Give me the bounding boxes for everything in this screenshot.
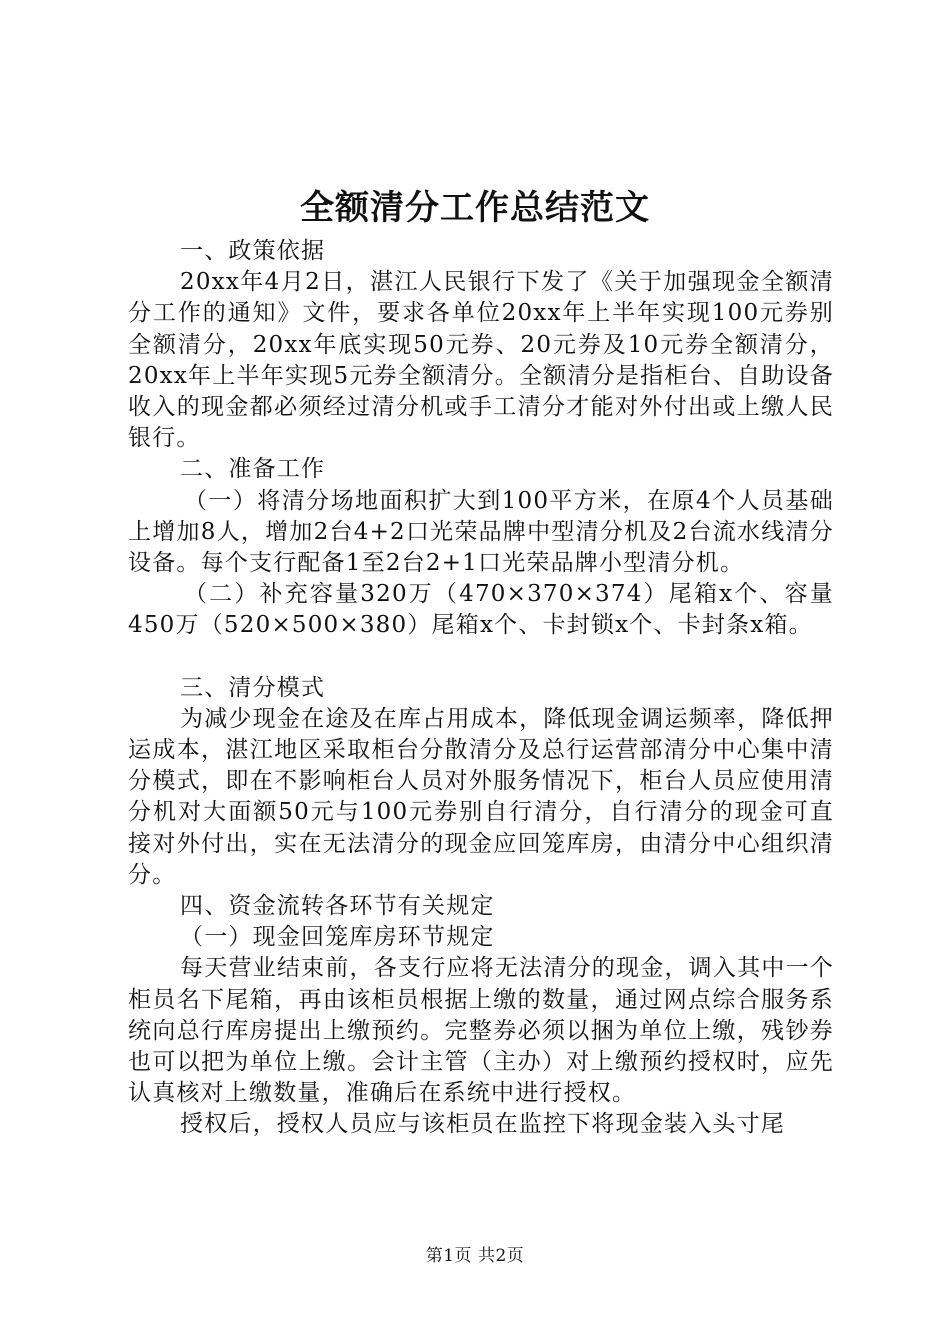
sub-heading: （一）现金回笼库房环节规定 — [180, 924, 495, 951]
body-paragraph: 为减少现金在途及在库占用成本，降低现金调运频率，降低押运成本，湛江地区采取柜台分散清分及总行运营部清分中心集中清分模式，即在不影响柜台人员对外服务情况下，柜台人员应使用清分机对大面额50元与100元券别自行清分，自行清分的现金可直接对外付出，实在无法清分的现金应回笼库房，由清分中心组织清分。 — [128, 705, 834, 888]
page-number-footer: 第1页 共2页 — [425, 1246, 525, 1266]
body-paragraph: （二）补充容量320万（470×370×374）尾箱x个、容量450万（520×500×380）尾箱x个、卡封锁x个、卡封条x箱。 — [128, 581, 834, 639]
document-body — [128, 236, 834, 1141]
section-heading: 一、政策依据 — [180, 238, 326, 264]
document-title: 全额清分工作总结范文 — [300, 188, 650, 228]
section-heading: 四、资金流转各环节有关规定 — [180, 893, 495, 920]
body-paragraph: 20xx年4月2日，湛江人民银行下发了《关于加强现金全额清分工作的通知》文件，要求各单位20xx年上半年实现100元券别全额清分，20xx年底实现50元券、20元券及10元券全额清分，20xx年上半年实现5元券全额清分。全额清分是指柜台、自助设备收入的现金都必须经过清分机或手工清分才能对外付出或上缴人民银行。 — [128, 269, 834, 452]
section-heading: 三、清分模式 — [180, 674, 326, 701]
body-paragraph: （一）将清分场地面积扩大到100平方米，在原4个人员基础上增加8人，增加2台4+2口光荣品牌中型清分机及2台流水线清分设备。每个支行配备1至2台2+1口光荣品牌小型清分机。 — [128, 487, 834, 577]
section-heading: 二、准备工作 — [180, 456, 326, 483]
body-paragraph: 每天营业结束前，各支行应将无法清分的现金，调入其中一个柜员名下尾箱，再由该柜员根据上缴的数量，通过网点综合服务系统向总行库房提出上缴预约。完整券必须以捆为单位上缴，残钞券也可以把为单位上缴。会计主管（主办）对上缴预约授权时，应先认真核对上缴数量，准确后在系统中进行授权。 — [128, 955, 834, 1107]
body-paragraph: 授权后，授权人员应与该柜员在监控下将现金装入头寸尾 — [180, 1111, 785, 1138]
paragraph-spacer — [128, 642, 834, 673]
